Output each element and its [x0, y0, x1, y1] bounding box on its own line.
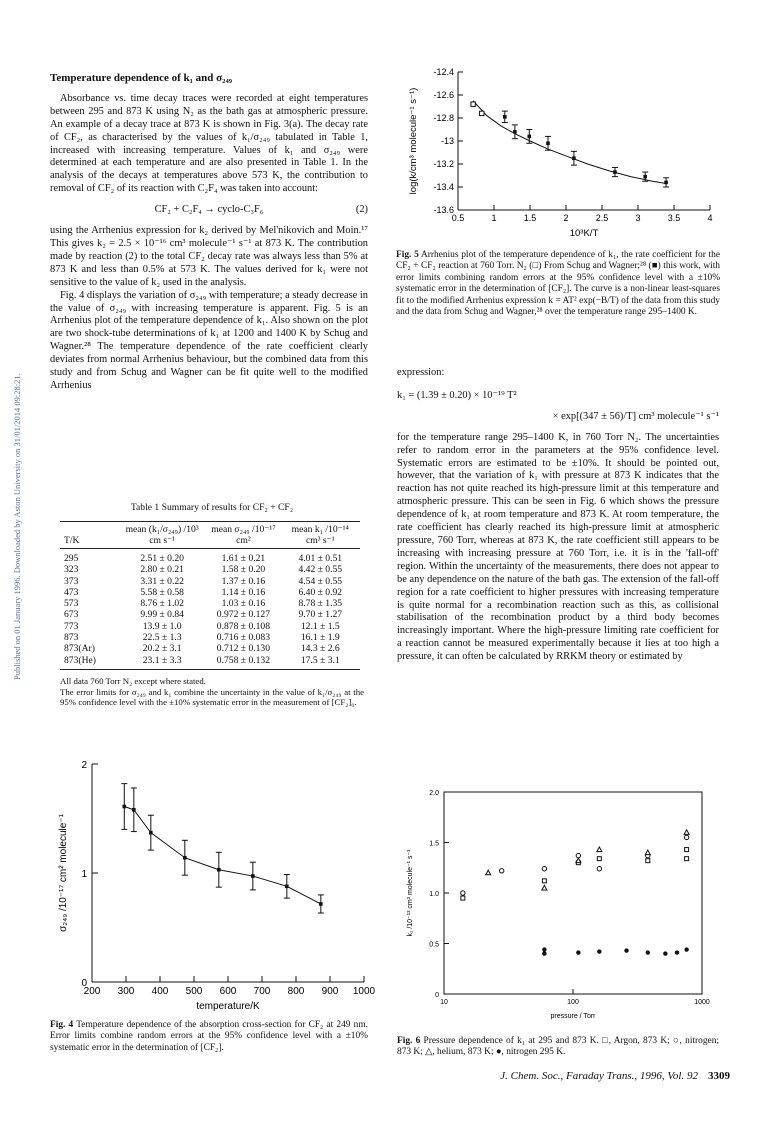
x-tick-label: 300: [117, 986, 135, 997]
y-tick-label: 0: [81, 978, 87, 989]
data-point-this-work: [572, 156, 576, 160]
x-tick-label: 3: [635, 213, 641, 223]
fig6-caption: [397, 1036, 719, 1059]
table-cell: 14.3 ± 2.6: [300, 643, 340, 655]
table-cell: 4.01 ± 0.51: [298, 553, 343, 564]
table-cell: 6.40 ± 0.92: [298, 586, 343, 598]
fig4-caption-text: Temperature dependence of the absorption cross-section for CF₂ at 249 nm. Error limits combine random errors at the 95% confidence level with a ±10% systematic error in the determination of [CF₂].: [50, 1020, 368, 1053]
table-cell: 295: [64, 553, 79, 564]
marker-nitrogen-295: [646, 950, 650, 954]
x-tick-label: 1.5: [523, 213, 537, 223]
table-cell: 12.1 ± 1.5: [300, 620, 340, 632]
table-cell: 873: [64, 632, 79, 644]
x-tick-label: 1000: [694, 999, 710, 1006]
table-cell: 0.712 ± 0.130: [216, 643, 271, 655]
y-tick-label: 1.0: [429, 891, 439, 898]
table-row: [60, 621, 360, 632]
fig5-label: Fig. 5: [396, 250, 419, 260]
fig6-chart: [396, 782, 716, 1034]
right-column: [397, 367, 719, 664]
marker-argon: [685, 848, 689, 852]
table-cell: 16.1 ± 1.9: [300, 632, 340, 644]
y-tick-label: 1: [81, 869, 87, 880]
plot-frame: [444, 792, 702, 994]
left-column: [50, 72, 368, 393]
data-point-schug-wagner: [480, 111, 484, 115]
marker-nitrogen-295: [624, 948, 628, 952]
table-row: [60, 598, 360, 609]
marker-nitrogen-295: [542, 947, 546, 951]
equation-number: (2): [355, 204, 368, 216]
marker-argon: [646, 859, 650, 863]
table-cell: 17.5 ± 3.1: [281, 655, 360, 670]
table-title: Table 1 Summary of results for CF₂ + CF₂: [130, 502, 294, 513]
col-header: T/K: [60, 522, 118, 549]
marker-argon: [685, 857, 689, 861]
table-cell: 2.80 ± 0.21: [140, 564, 184, 576]
table-cell: 1.14 ± 0.16: [221, 586, 266, 598]
table-row: [60, 576, 360, 587]
data-point: [123, 805, 127, 809]
fig4-chart: [46, 752, 376, 1020]
marker-argon: [542, 879, 546, 883]
fig6-caption-text: Pressure dependence of k₁ at 295 and 873 K. □, Argon, 873 K; ○, nitrogen; 873 K; △, helium, 873 K; ●, nitrogen 295 K.: [397, 1036, 719, 1058]
x-tick-label: 4: [707, 213, 713, 223]
x-tick-label: 600: [219, 986, 237, 997]
marker-nitrogen-873: [461, 891, 465, 895]
fig4-label: Fig. 4: [50, 1020, 74, 1030]
marker-helium: [645, 850, 650, 855]
marker-nitrogen-873: [684, 835, 688, 839]
table-cell: 9.99 ± 0.84: [140, 609, 184, 621]
y-tick-label: -12.6: [433, 90, 454, 100]
y-tick-label: -13.2: [433, 159, 454, 169]
data-point-schug-wagner: [471, 102, 475, 106]
y-tick-label: -13: [440, 136, 454, 146]
x-tick-label: 2: [563, 213, 569, 223]
table-cell: 0.758 ± 0.132: [206, 655, 280, 670]
table-cell: 1.58 ± 0.20: [221, 564, 266, 576]
fig6-label: Fig. 6: [397, 1036, 421, 1046]
table-cell: 323: [64, 564, 79, 576]
marker-helium: [684, 830, 689, 835]
table-cell: 23.1 ± 3.3: [118, 655, 206, 670]
y-tick-label: -12.4: [433, 67, 454, 77]
table-row: [60, 564, 360, 575]
paragraph: for the temperature range 295–1400 K, in 760 Torr N₂. The uncertainties refer to random error in the parameters at the 95% confidence level. Systematic errors are estimated to be ±10%. It should be pointed out, however, that the variation of k₁ with pressure at 873 K indicates that the reaction has not quite reached its high-pressure limit at this temperature and atmospheric pressure. This can be seen in Fig. 6 which shows the pressure dependence of k₁ at room temperature and 873 K. At room temperature, the rate coefficient has clearly reached its high-pressure limit at atmospheric pressure, 760 Torr, whereas at 873 K, the rate coefficient still appears to be increasing with increasing pressure at 760 Torr, i.e. it is in the 'fall-off' region. Within the uncertainty of the measurements, there does not appear to be any dependence on the nature of the bath gas. The extension of the fall-off region for a rate coefficient to higher pressures with increasing temperature is quite normal for a recombination reaction such as this, as collisional stabilisation of the recombination product by a third body becomes increasingly important. Where the high-pressure limiting rate coefficient for a reaction cannot be measured experimentally because it lies at too high a pressure, it can often be calculated by RRKM theory or estimated by: [397, 431, 719, 663]
page-number: 3309: [708, 1070, 730, 1082]
data-point-this-work: [513, 130, 517, 134]
equation-2: [50, 204, 368, 217]
table-cell: 1.03 ± 0.16: [221, 598, 266, 610]
table-cell: 0.716 ± 0.083: [216, 632, 271, 644]
page-footer: [440, 1070, 730, 1082]
marker-argon: [461, 896, 465, 900]
y-tick-label: -13.6: [433, 205, 454, 215]
table-cell: 4.54 ± 0.55: [298, 575, 343, 587]
data-point: [285, 884, 289, 888]
data-point: [183, 856, 187, 860]
marker-helium: [576, 858, 581, 863]
data-point-this-work: [643, 175, 647, 179]
table-cell: 0.878 ± 0.108: [216, 620, 271, 632]
x-tick-label: 3.5: [667, 213, 681, 223]
fig5-chart: [400, 60, 720, 250]
table-row: [60, 632, 360, 643]
results-table: [60, 521, 360, 670]
x-tick-label: 0.5: [451, 213, 465, 223]
table-cell: 573: [64, 598, 79, 610]
marker-nitrogen-295: [675, 950, 679, 954]
x-tick-label: 400: [151, 986, 169, 997]
table-cell: 13.9 ± 1.0: [142, 620, 182, 632]
table-row: [60, 549, 360, 565]
table-cell: 4.42 ± 0.55: [298, 564, 343, 576]
marker-argon: [597, 857, 601, 861]
table-cell: 773: [64, 620, 79, 632]
marker-helium: [597, 847, 602, 852]
x-tick-label: 2.5: [595, 213, 609, 223]
x-axis-label: pressure / Torr: [550, 1013, 596, 1020]
table-note: The error limits for σ₂₄₉ and k₁ combine the uncertainty in the value of k₁/σ₂₄₉ at the 95% confidence level with the ±10% systematic error in the measurement of [CF₂]₀.: [60, 686, 364, 708]
table-cell: 1.37 ± 0.16: [221, 575, 266, 587]
x-tick-label: 200: [83, 986, 101, 997]
y-tick-label: 0.5: [429, 941, 439, 949]
table-cell: 3.31 ± 0.22: [140, 575, 184, 587]
equation-text: CF₂ + C₂F₄ → cyclo-C₃F₆: [154, 204, 264, 216]
x-axis-label: temperature/K: [196, 1001, 260, 1012]
table-row: [60, 655, 360, 670]
table-row: [60, 609, 360, 620]
fig4-caption: [50, 1020, 368, 1054]
table-cell: 9.70 ± 1.27: [298, 609, 343, 621]
x-tick-label: 900: [321, 986, 339, 997]
data-point: [217, 868, 221, 872]
y-tick-label: 0: [435, 992, 439, 999]
table-cell: 8.76 ± 1.02: [140, 598, 184, 610]
paragraph: Absorbance vs. time decay traces were recorded at eight temperatures between 295 and 873 K using N₂ as the bath gas at atmospheric pressure. An example of a decay trace at 873 K is shown in Fig. 3(a). The decay rate of CF₂, as characterised by the values of k₁/σ₂₄₉ tabulated in Table 1, increased with increasing temperature. Values of k₁ and σ₂₄₉ were determined at each temperature and are also presented in Table 1. In the analysis of the decays at temperatures above 573 K, the contribution to removal of CF₂ of its reaction with C₂F₄ was taken into account:: [50, 92, 368, 195]
data-point-this-work: [613, 170, 617, 174]
marker-nitrogen-873: [499, 869, 503, 873]
x-tick-label: 100: [567, 999, 579, 1006]
data-line: [124, 807, 321, 904]
marker-nitrogen-873: [597, 867, 601, 871]
paragraph: using the Arrhenius expression for k₂ derived by Mel'nikovich and Moin.¹⁷ This gives k₂ = 2.5 × 10⁻¹⁶ cm³ molecule⁻¹ s⁻¹ at 873 K. The contribution made by reaction (2) to the total CF₂ decay rate was always less than 5% at 873 K and less than 0.5% at 573 K. The values derived for k₁ were not sensitive to the value of k₂ used in the analysis.: [50, 225, 368, 288]
expr-intro: expression:: [397, 367, 445, 378]
table-row: [60, 587, 360, 598]
table-cell: 673: [64, 609, 79, 621]
x-tick-label: 500: [185, 986, 203, 997]
y-tick-label: 1.5: [429, 840, 439, 848]
data-point-this-work: [527, 135, 531, 139]
journal-citation: J. Chem. Soc., Faraday Trans., 1996, Vol. 92: [500, 1070, 698, 1082]
fig5-caption: [396, 250, 720, 318]
x-tick-label: 800: [287, 986, 305, 997]
y-tick-label: 2.0: [429, 790, 439, 797]
x-axis-label: 10³K/T: [569, 228, 599, 239]
table-cell: 2.51 ± 0.20: [140, 553, 184, 564]
fig5-caption-text: Arrhenius plot of the temperature dependence of k₁, the rate coefficient for the CF₂ + CF₂ reaction at 760 Torr. N₂ (□) From Schug and Wagner;²⁸ (■) this work, with error limits combining random errors at the 95% confidence level with a ±10% systematic error in the determination of [CF₂]. The curve is a non-linear least-squares fit to the modified Arrhenius expression k = AT² exp(−B/T) of the data from this study and the data from Schug and Wagner,²⁸ over the temperature range 295–1400 K.: [396, 250, 720, 318]
data-point: [132, 808, 136, 812]
marker-nitrogen-295: [576, 950, 580, 954]
section-heading: Temperature dependence of k₁ and σ₂₄₉: [50, 72, 233, 84]
col-header: mean σ₂₄₉ /10⁻¹⁷ cm²: [206, 522, 280, 549]
x-tick-label: 700: [253, 986, 271, 997]
table-cell: 473: [64, 586, 79, 598]
marker-helium: [486, 870, 491, 875]
col-header: mean k₁ /10⁻¹⁴ cm³ s⁻¹: [281, 522, 360, 549]
y-axis-label: σ₂₄₉ /10⁻¹⁷ cm² molecule⁻¹: [58, 814, 69, 932]
table-note: All data 760 Torr N₂ except where stated.: [60, 675, 206, 686]
table-cell: 1.61 ± 0.21: [221, 553, 266, 564]
data-point-this-work: [503, 115, 507, 119]
expr-line-2: × exp[(347 ± 56)/T] cm³ molecule⁻¹ s⁻¹: [552, 410, 719, 422]
x-tick-label: 1000: [352, 986, 376, 997]
data-point: [149, 831, 153, 835]
marker-nitrogen-295: [597, 949, 601, 953]
y-axis-label: k₁ /10⁻¹³ cm³ molecule⁻¹ s⁻¹: [407, 849, 414, 937]
expr-line-1: k₁ = (1.39 ± 0.20) × 10⁻¹⁹ T²: [397, 389, 517, 401]
marker-nitrogen-295: [684, 947, 688, 951]
marker-nitrogen-295: [542, 951, 546, 955]
table-row: [60, 643, 360, 654]
y-tick-label: -13.4: [433, 182, 454, 192]
table-cell: 873(He): [60, 655, 118, 670]
marker-nitrogen-873: [542, 867, 546, 871]
x-tick-label: 1: [491, 213, 497, 223]
fit-curve: [473, 101, 666, 184]
table-cell: 5.58 ± 0.58: [140, 586, 184, 598]
table-cell: 873(Ar): [64, 643, 95, 655]
data-point: [251, 874, 255, 878]
marker-helium: [542, 885, 547, 890]
y-tick-label: 2: [81, 760, 87, 771]
x-tick-label: 10: [440, 999, 448, 1006]
table-cell: 8.78 ± 1.35: [298, 598, 343, 610]
marker-nitrogen-295: [663, 951, 667, 955]
y-axis-label: log(k/cm³ molecule⁻¹ s⁻¹): [408, 87, 419, 195]
table-cell: 22.5 ± 1.3: [142, 632, 182, 644]
data-point-this-work: [664, 181, 668, 185]
data-point: [319, 902, 323, 906]
y-tick-label: -12.8: [433, 113, 454, 123]
data-point-this-work: [546, 142, 550, 146]
paragraph: Fig. 4 displays the variation of σ₂₄₉ with temperature; a steady decrease in the value of σ₂₄₉ with increasing temperature is apparent. Fig. 5 is an Arrhenius plot of the temperature dependence of k₁. Also shown on the plot are two shock-tube determinations of k₁ at 1200 and 1400 K by Schug and Wagner.²⁸ The temperature dependence of the rate coefficient clearly deviates from normal Arrhenius behaviour, but the combined data from this study and from Schug and Wagner can be fit quite well to the modified Arrhenius: [50, 289, 368, 391]
table-cell: 20.2 ± 3.1: [142, 643, 182, 655]
col-header: mean (k₁/σ₂₄₉) /10³ cm s⁻¹: [118, 522, 206, 549]
table-1: [60, 502, 364, 708]
download-note: Published on 01 January 1996. Downloaded by Aston University on 31/01/2014 09:28:21.: [12, 373, 22, 680]
table-cell: 373: [64, 575, 79, 587]
table-cell: 0.972 ± 0.127: [216, 609, 271, 621]
